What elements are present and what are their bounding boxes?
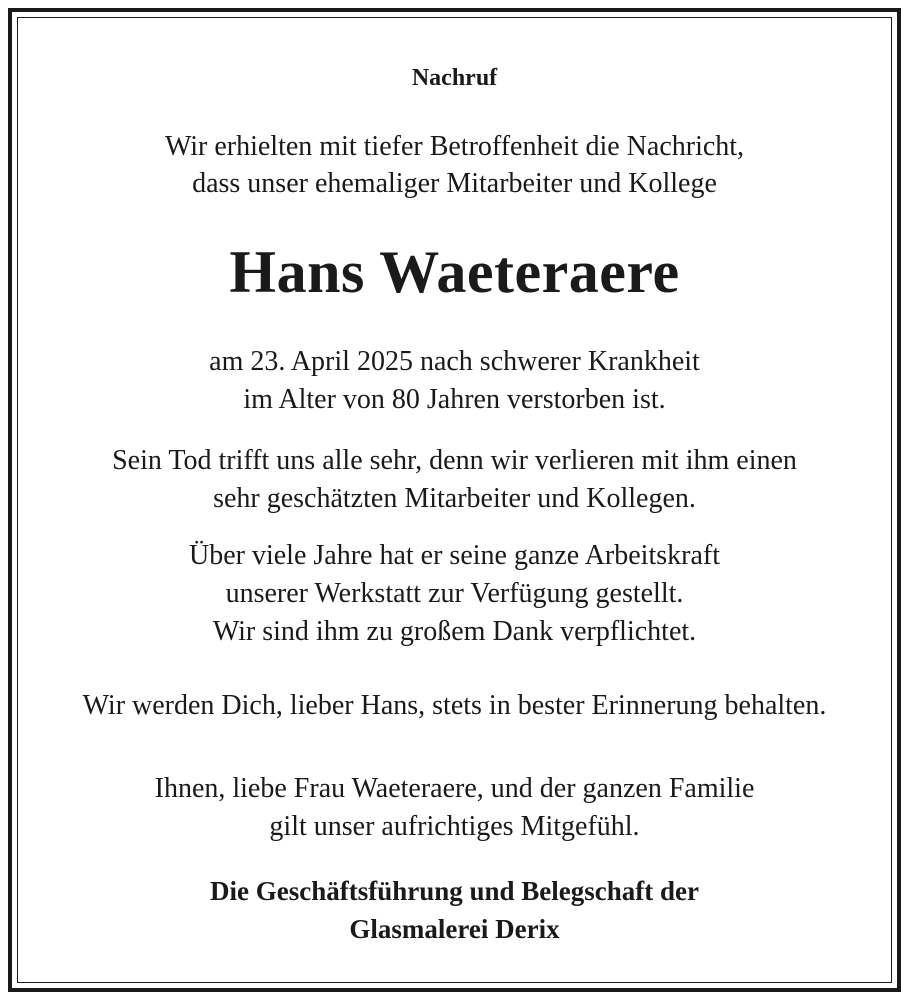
- intro-paragraph: [17, 128, 892, 202]
- gratitude-line: Über viele Jahre hat er seine ganze Arbeitskraft: [189, 540, 720, 571]
- condolence-line: gilt unser aufrichtiges Mitgefühl.: [269, 811, 640, 842]
- loss-statement-line: Sein Tod trifft uns alle sehr, denn wir verlieren mit ihm einen: [112, 445, 797, 476]
- loss-statement-line: sehr geschätzten Mitarbeiter und Kollegen.: [213, 483, 696, 514]
- deceased-name-text: Hans Waeteraere: [229, 239, 680, 305]
- condolence-paragraph: [17, 770, 892, 846]
- intro-line: dass unser ehemaliger Mitarbeiter und Kollege: [192, 168, 717, 199]
- loss-statement-paragraph: [17, 442, 892, 518]
- death-info-line: im Alter von 80 Jahren verstorben ist.: [243, 384, 666, 415]
- signature-line: Glasmalerei Derix: [349, 914, 560, 944]
- gratitude-line: unserer Werkstatt zur Verfügung gestellt.: [225, 578, 684, 609]
- gratitude-line: Wir sind ihm zu großem Dank verpflichtet.: [212, 616, 697, 647]
- death-info-line: am 23. April 2025 nach schwerer Krankheit: [209, 346, 700, 377]
- notice-heading: [17, 63, 892, 93]
- remembrance-paragraph: [17, 687, 892, 725]
- condolence-line: Ihnen, liebe Frau Waeteraere, und der ganzen Familie: [154, 773, 755, 804]
- signature-line: Die Geschäftsführung und Belegschaft der: [209, 876, 699, 906]
- gratitude-paragraph: [17, 537, 892, 651]
- death-info-paragraph: [17, 343, 892, 419]
- deceased-name: [17, 239, 892, 305]
- remembrance-line: Wir werden Dich, lieber Hans, stets in bester Erinnerung behalten.: [82, 690, 827, 721]
- signature-block: [17, 872, 892, 948]
- intro-line: Wir erhielten mit tiefer Betroffenheit die Nachricht,: [164, 131, 745, 162]
- heading-text: Nachruf: [411, 65, 498, 91]
